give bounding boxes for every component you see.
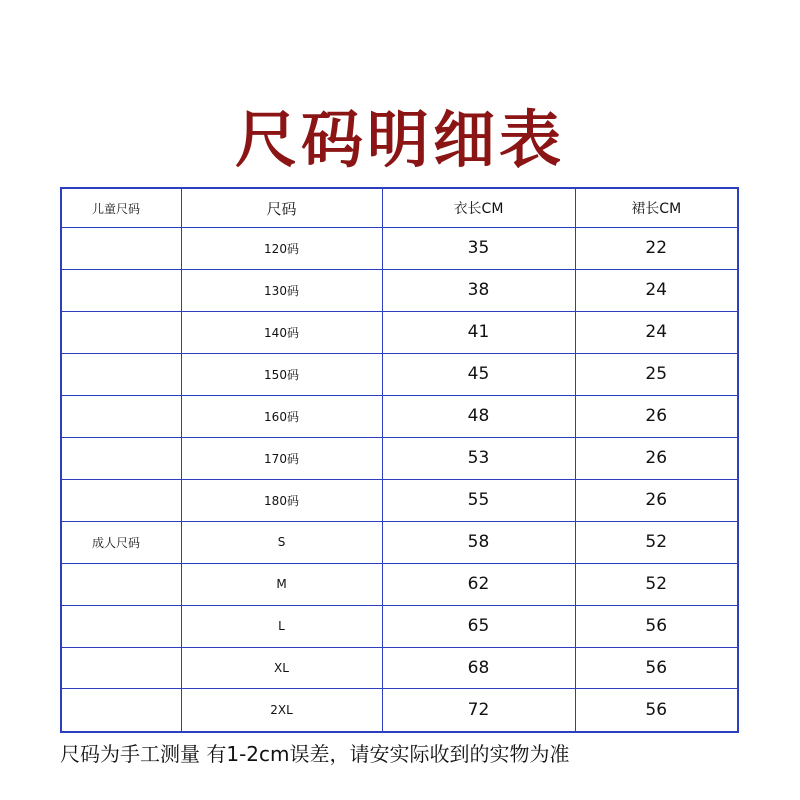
size-cell: L	[181, 605, 382, 647]
table-row	[61, 395, 738, 437]
size-cell: 2XL	[181, 689, 382, 732]
table-row	[61, 647, 738, 689]
size-cell: 140码	[181, 311, 382, 353]
category-cell	[61, 563, 181, 605]
size-chart-table	[60, 187, 739, 733]
top-length-header: 衣长CM	[382, 188, 575, 228]
top-length-cell: 48	[382, 395, 575, 437]
category-cell	[61, 395, 181, 437]
header-row	[61, 188, 738, 228]
skirt-length-header: 裙长CM	[575, 188, 738, 228]
top-length-cell: 65	[382, 605, 575, 647]
category-cell	[61, 479, 181, 521]
skirt-length-cell: 52	[575, 563, 738, 605]
skirt-length-cell: 26	[575, 395, 738, 437]
skirt-length-cell: 22	[575, 228, 738, 270]
kids-size-header: 儿童尺码	[61, 188, 181, 228]
top-length-cell: 55	[382, 479, 575, 521]
table-row	[61, 563, 738, 605]
skirt-length-cell: 25	[575, 353, 738, 395]
adult-size-label: 成人尺码	[61, 521, 181, 563]
table-row	[61, 479, 738, 521]
category-cell	[61, 689, 181, 732]
skirt-length-cell: 26	[575, 437, 738, 479]
table-row	[61, 689, 738, 732]
table-row	[61, 311, 738, 353]
category-cell	[61, 605, 181, 647]
top-length-cell: 45	[382, 353, 575, 395]
top-length-cell: 53	[382, 437, 575, 479]
category-cell	[61, 228, 181, 270]
size-cell: 160码	[181, 395, 382, 437]
table-row	[61, 605, 738, 647]
skirt-length-cell: 24	[575, 311, 738, 353]
top-length-cell: 41	[382, 311, 575, 353]
size-header: 尺码	[181, 188, 382, 228]
top-length-cell: 72	[382, 689, 575, 732]
size-cell: 150码	[181, 353, 382, 395]
category-cell	[61, 353, 181, 395]
size-cell: S	[181, 521, 382, 563]
top-length-cell: 68	[382, 647, 575, 689]
size-cell: XL	[181, 647, 382, 689]
table-row	[61, 269, 738, 311]
skirt-length-cell: 56	[575, 647, 738, 689]
size-cell: M	[181, 563, 382, 605]
table-row	[61, 521, 738, 563]
skirt-length-cell: 26	[575, 479, 738, 521]
category-cell	[61, 437, 181, 479]
top-length-cell: 35	[382, 228, 575, 270]
table-row	[61, 228, 738, 270]
table-row	[61, 437, 738, 479]
measurement-note: 尺码为手工测量 有1-2cm误差，请安实际收到的实物为准	[60, 742, 570, 766]
table-row	[61, 353, 738, 395]
size-cell: 130码	[181, 269, 382, 311]
size-table	[60, 187, 737, 733]
skirt-length-cell: 52	[575, 521, 738, 563]
size-cell: 170码	[181, 437, 382, 479]
category-cell	[61, 311, 181, 353]
size-cell: 180码	[181, 479, 382, 521]
skirt-length-cell: 56	[575, 689, 738, 732]
top-length-cell: 62	[382, 563, 575, 605]
top-length-cell: 58	[382, 521, 575, 563]
top-length-cell: 38	[382, 269, 575, 311]
skirt-length-cell: 24	[575, 269, 738, 311]
category-cell	[61, 269, 181, 311]
size-cell: 120码	[181, 228, 382, 270]
page-title: 尺码明细表	[234, 103, 565, 176]
category-cell	[61, 647, 181, 689]
skirt-length-cell: 56	[575, 605, 738, 647]
